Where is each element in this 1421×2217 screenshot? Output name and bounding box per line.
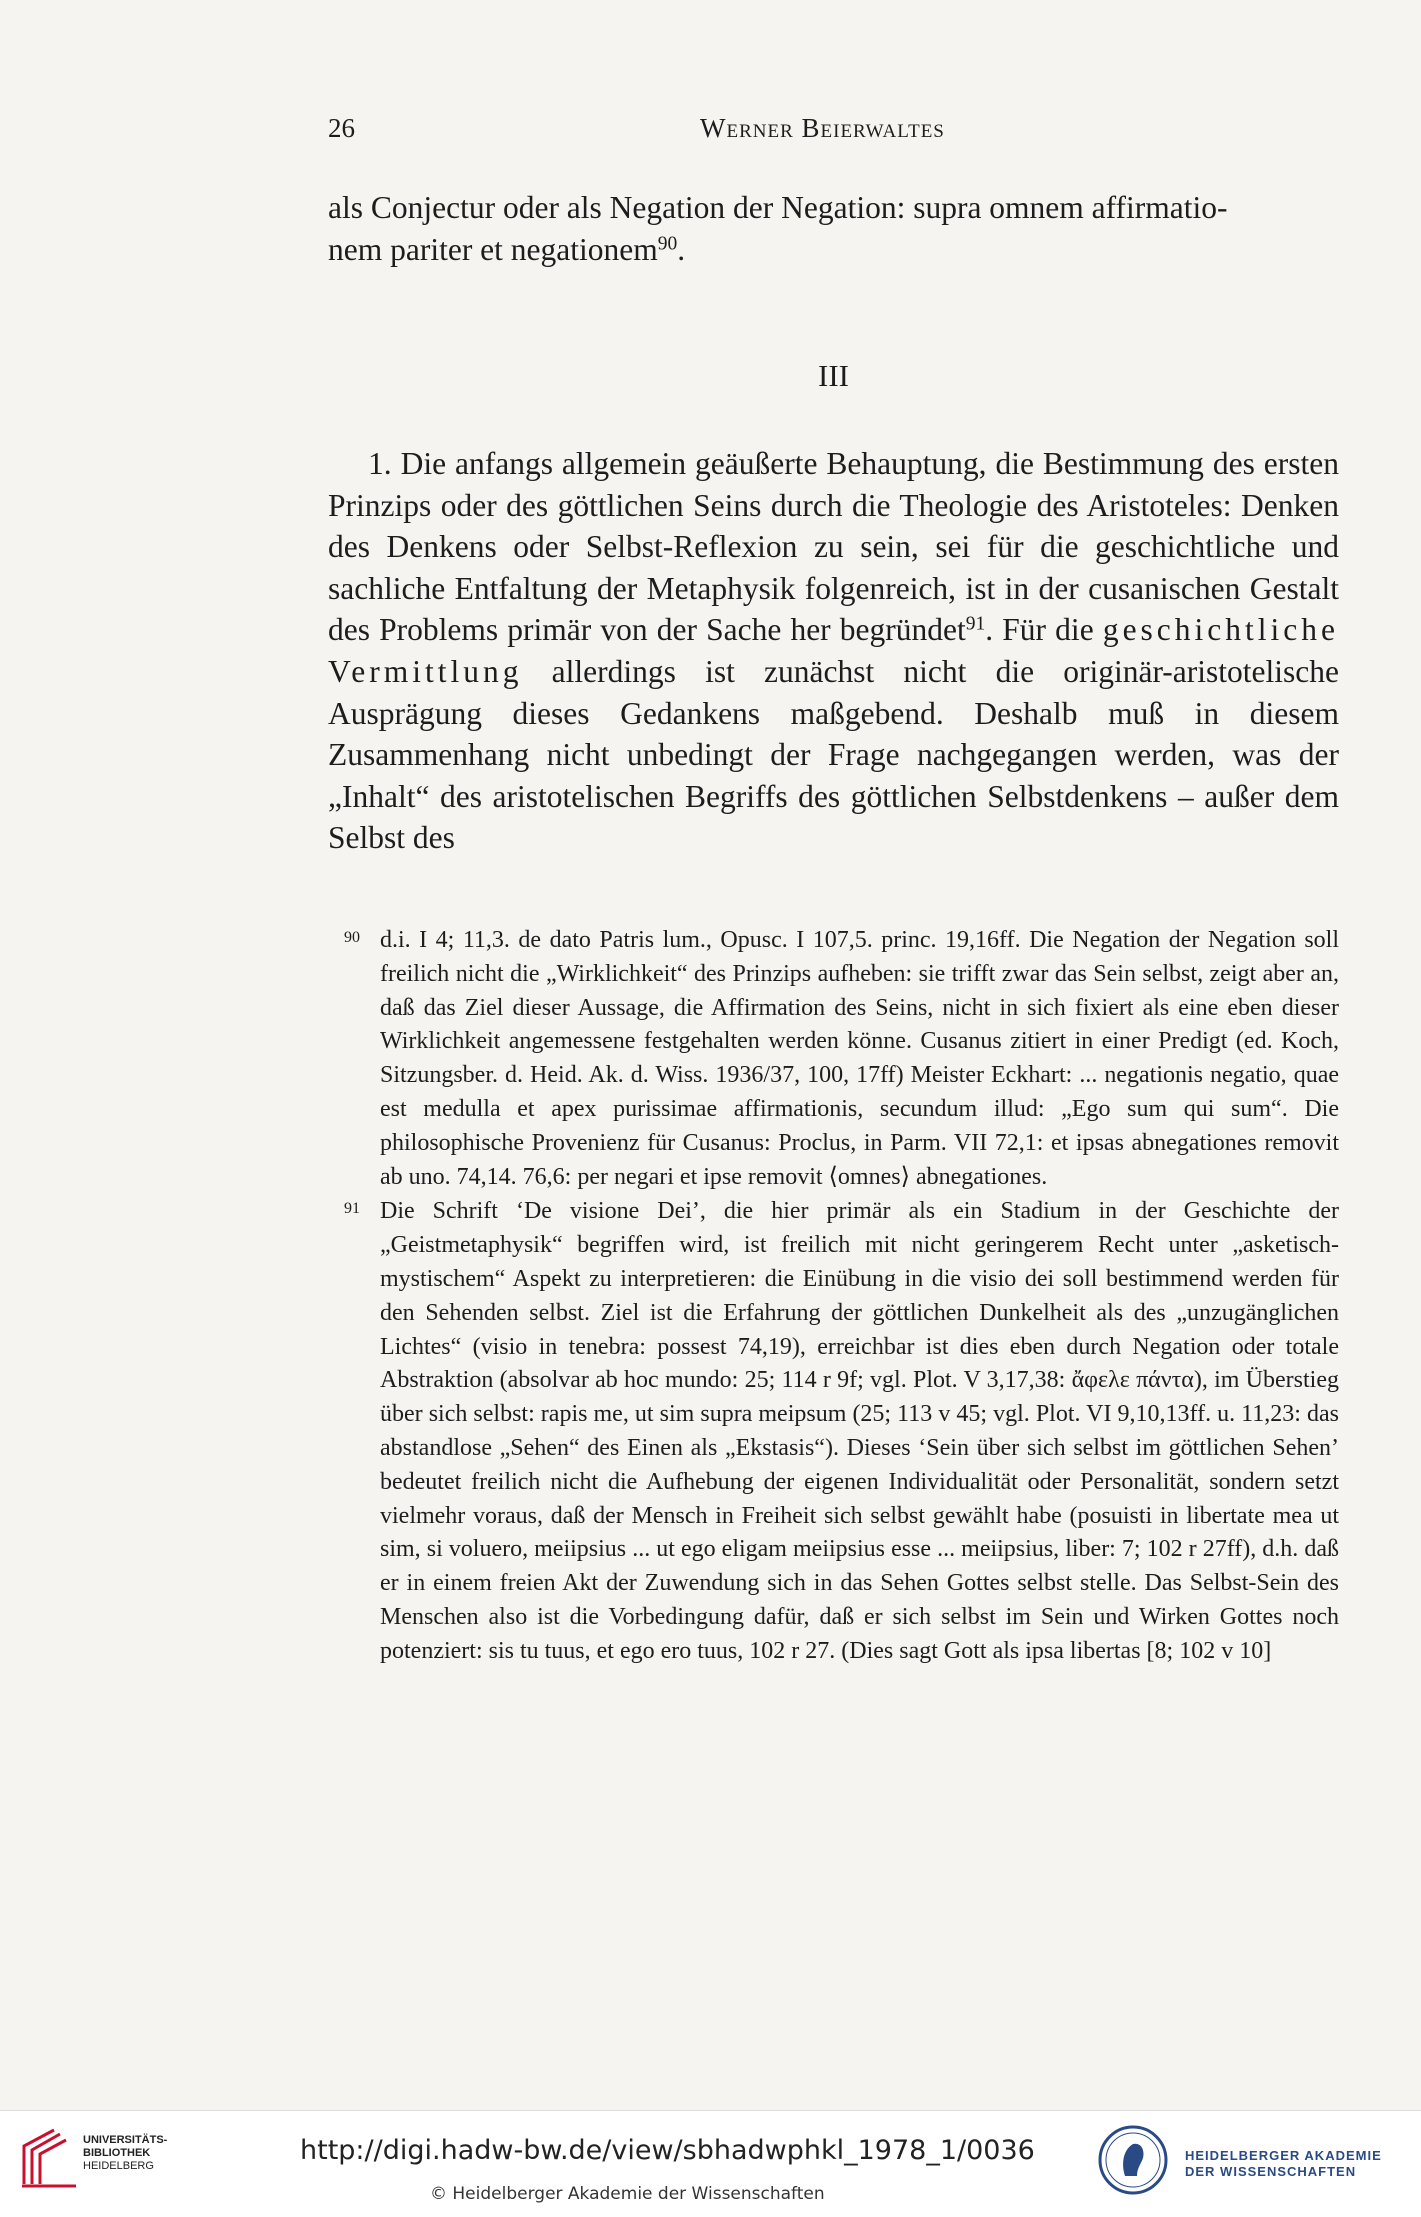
emphasis-spaced: geschichtliche Vermittlung [328,612,1339,689]
footnote-number: 90 [344,929,360,946]
footnote-text: Die Schrift ‘De visione Dei’, die hier primär als ein Stadium in der Geschichte der „Geistmetaphysik“ begriffen wird, ist freilich mit nicht geringerem Recht unter „asketisch-mystischem“ Aspekt zu interpretieren: die Einübung in die visio dei soll bestimmend werden für den Sehenden selbst. Ziel ist die Erfahrung der göttlichen Dunkelheit als des „unzugänglichen Lichtes“ (visio in tenebra: possest 74,19), erreichbar ist dies eben durch Negation oder totale Abstraktion (absolvar ab hoc mundo: 25; 114 r 9f; vgl. Plot. V 3,17,38: ἄφελε πάντα), im Überstieg über sich selbst: rapis me, ut sim supra meipsum (25; 113 v 45; vgl. Plot. VI 9,10,13ff. u. 11,23: das abstandlose „Sehen“ des Einen als „Ekstasis“). Dieses ‘Sein über sich selbst im göttlichen Sehen’ bedeutet freilich nicht die Aufhebung der eigenen Individualität oder Personalität, sondern setzt vielmehr voraus, daß der Mensch in Freiheit sich selbst gewählt habe (posuisti in libertate mea ut sim, si voluero, meiipsius ... ut ego eligam meiipsius esse ... meiipsius, liber: 7; 102 r 27ff), d.h. daß er in einem freien Akt der Zuwendung sich in das Sehen Gottes selbst stelle. Das Selbst-Sein des Menschen also ist die Vorbedingung dafür, daß er sich selbst im Sein und Wirken Gottes noch potenziert: sis tu tuus, et ego ero tuus, 102 r 27. (Dies sagt Gott als ipsa libertas [8; 102 v 10] [380,1198,1339,1664]
footnote [328,1195,1339,1668]
paragraph: 1. Die anfangs allgemein geäußerte Behauptung, die Bestimmung des ersten Prinzips oder des göttlichen Seins durch die Theologie des Aristoteles: Denken des Denkens oder Selbst-Reflexion zu sein, sei für die geschichtliche und sachliche Entfaltung der Metaphysik folgenreich, ist in der cusanischen Gestalt des Problems primär von der Sache her begründet$^{91}$. Für die geschichtliche Vermittlung allerdings ist zunächst nicht die originär-aristotelische Ausprägung dieses Gedankens maßgebend. Deshalb muß in diesem Zusammenhang nicht unbedingt der Frage nachgegangen werden, was der „Inhalt“ des aristotelischen Begriffs des göttlichen Selbstdenkens – außer dem Selbst des [328,446,1339,856]
running-title: Werner Beierwaltes [700,113,945,143]
footnote [328,924,1339,1194]
page-number: 26 [328,113,355,143]
body-line: als Conjectur oder als Negation der Negation: supra omnem affirmatio- nem pariter et negationem$^{90}$. [328,190,1228,267]
university-library-logo-icon[interactable] [14,2124,84,2194]
footnote-ref: 91 [965,613,986,635]
body-continuation [328,187,1339,270]
permalink-url[interactable]: http://digi.hadw-bw.de/view/sbhadwphkl_1978_1/0036 [300,2135,1035,2166]
footnote-text: d.i. I 4; 11,3. de dato Patris lum., Opusc. I 107,5. princ. 19,16ff. Die Negation der Negation soll freilich nicht die „Wirklichkeit“ des Prinzips aufheben: sie trifft zwar das Sein selbst, zeigt aber an, daß das Ziel dieser Aussage, die Affirmation des Seins, nicht in sich fixiert als eine eben dieser Wirklichkeit angemessene festgehalten werden könne. Cusanus zitiert in einer Predigt (ed. Koch, Sitzungsber. d. Heid. Ak. d. Wiss. 1936/37, 100, 17ff) Meister Eckhart: ... negationis negatio, quae est medulla et apex purissimae affirmationis, secundum illud: „Ego sum qui sum“. Die philosophische Provenienz für Cusanus: Proclus, in Parm. VII 72,1: et ipsas abnegationes removit ab uno. 74,14. 76,6: per negari et ipse removit ⟨omnes⟩ abnegationes. [380,927,1339,1190]
section-heading: III [818,358,849,393]
page-header [328,113,1339,153]
footnote-ref: 90 [657,232,678,254]
copyright-notice: © Heidelberger Akademie der Wissenschaften [430,2184,825,2204]
academy-name[interactable]: HEIDELBERGER AKADEMIE DER WISSENSCHAFTEN [1185,2148,1382,2179]
footnote-number: 91 [344,1200,360,1218]
university-library-name[interactable]: UNIVERSITÄTS- BIBLIOTHEK HEIDELBERG [83,2134,168,2172]
academy-seal-icon[interactable] [1097,2124,1169,2196]
footnotes [328,924,1339,1670]
